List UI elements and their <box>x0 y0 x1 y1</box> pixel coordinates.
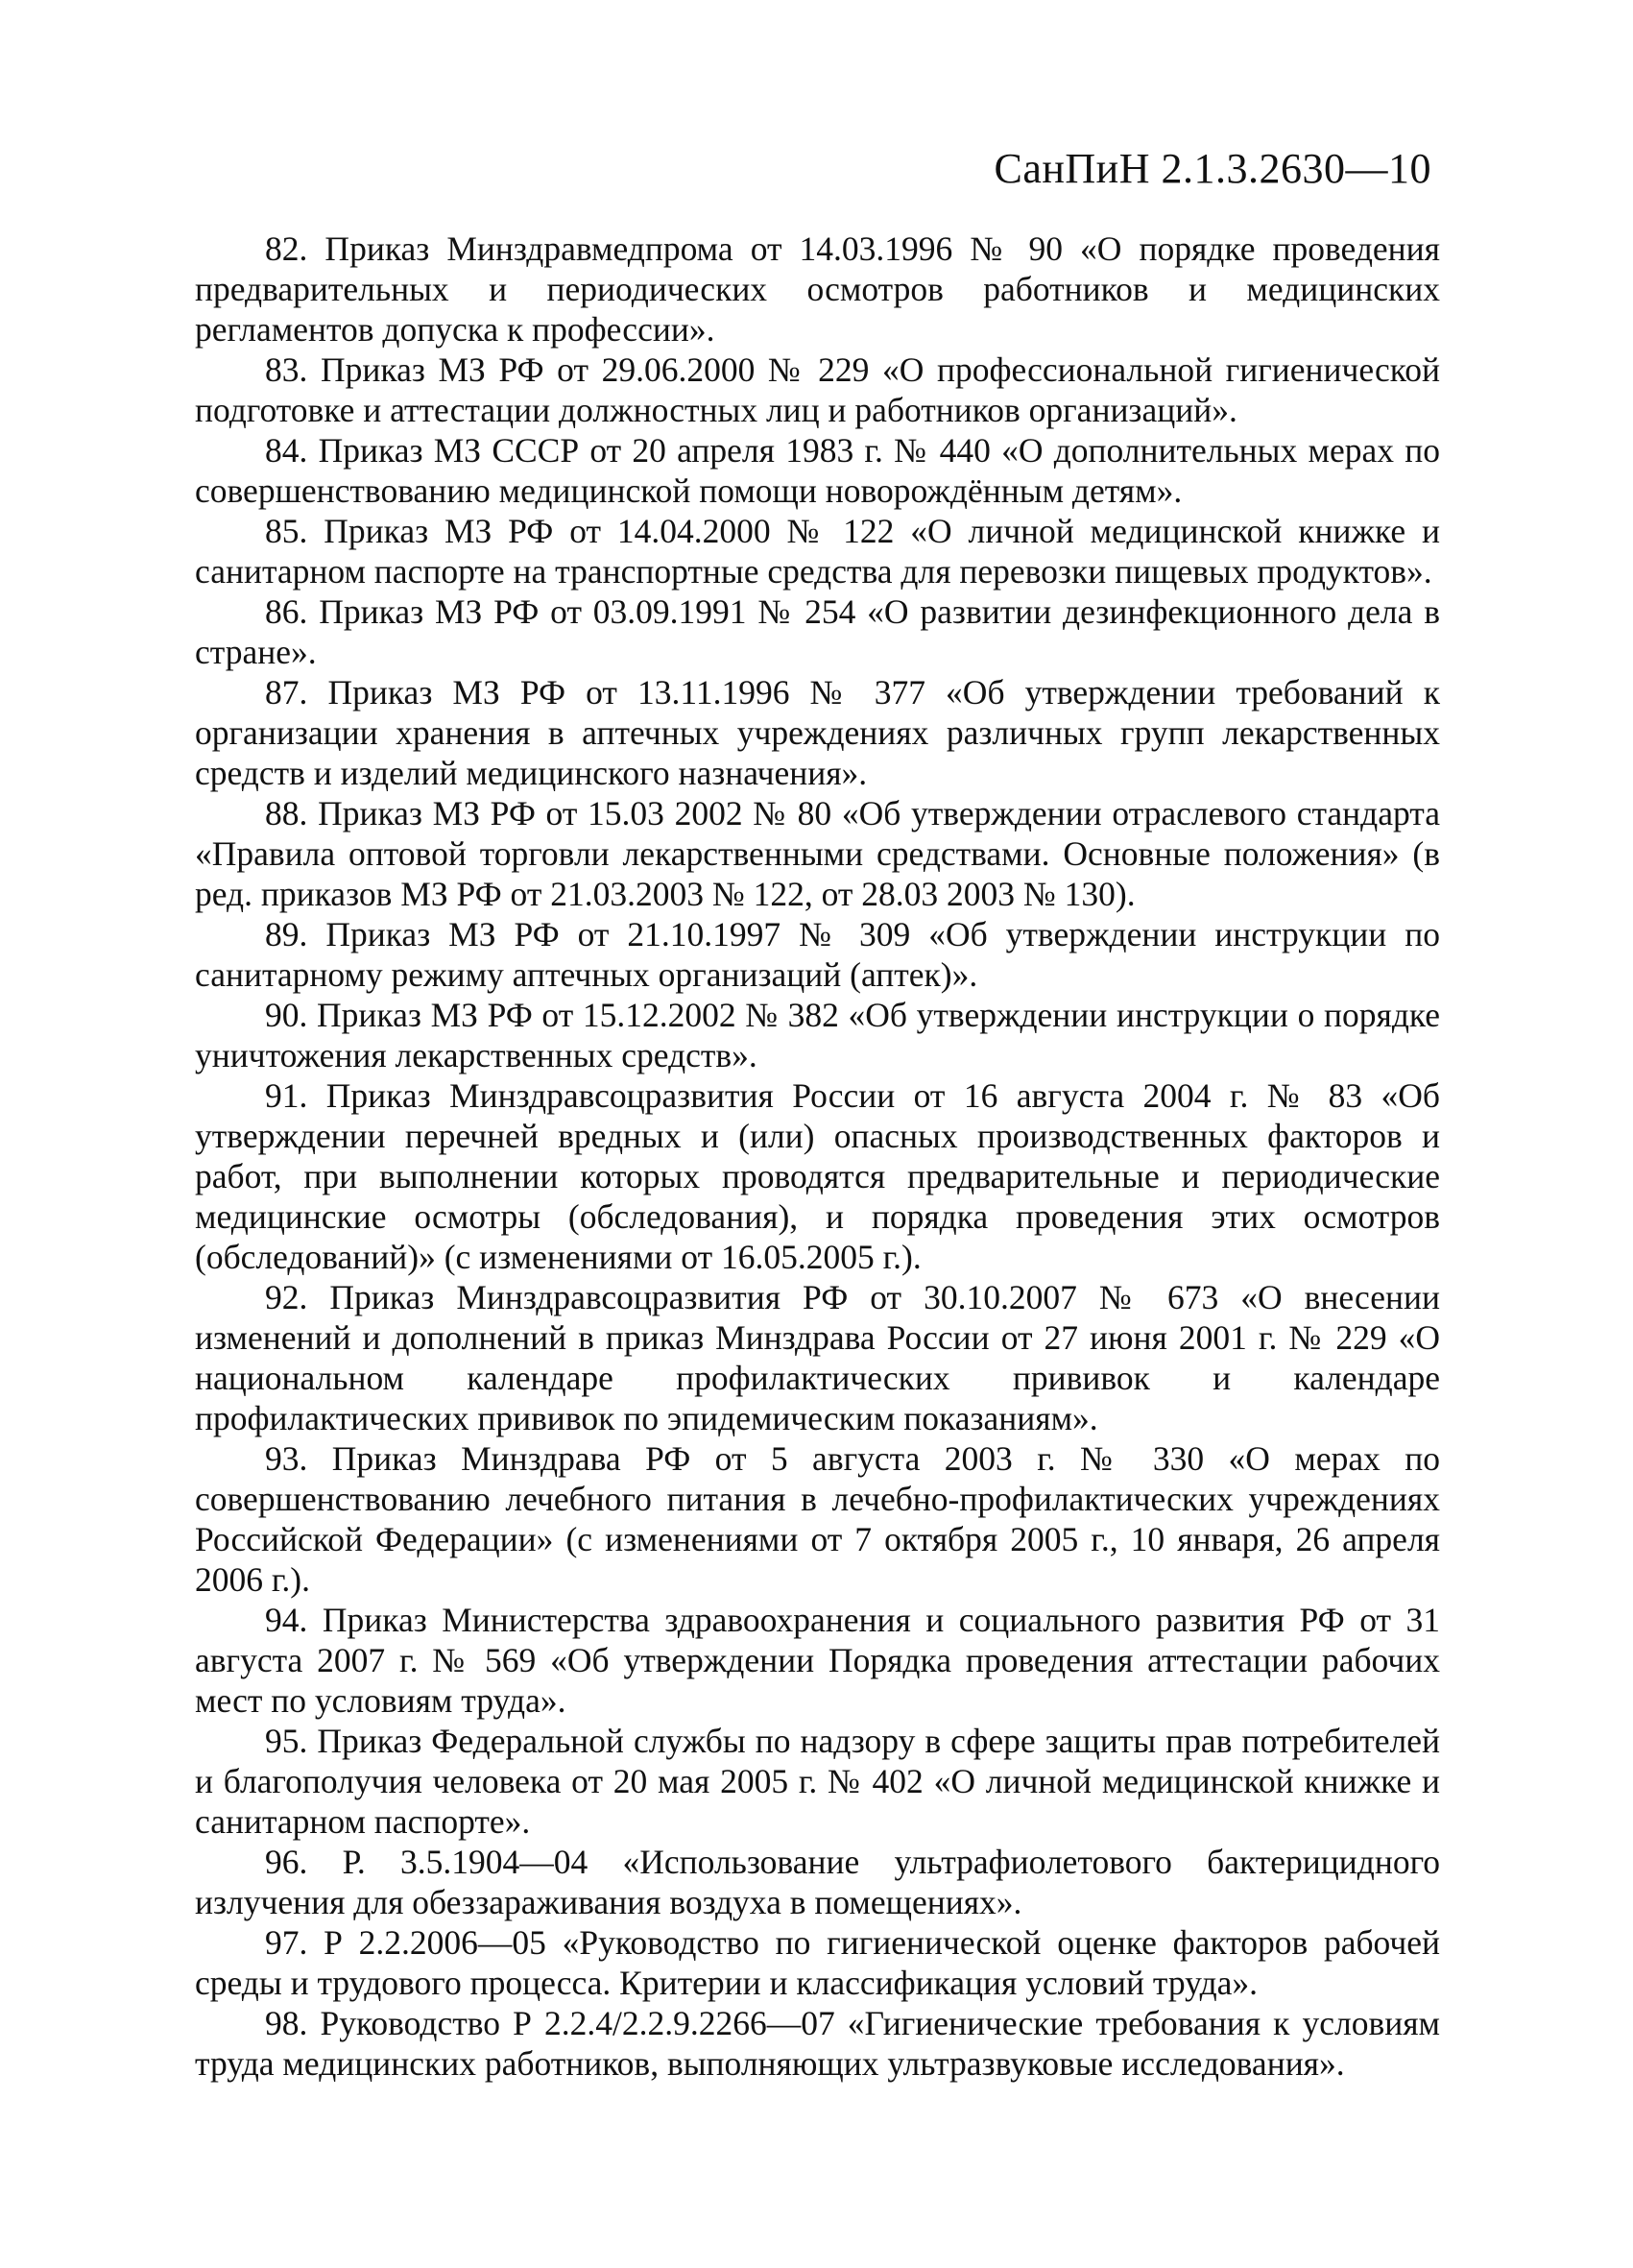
reference-item: 92. Приказ Минздравсоцразвития РФ от 30.10.2007 № 673 «О внесении изменений и дополнений в приказ Минздрава России от 27 июня 2001 г. № 229 «О национальном календаре профилактических прививок и календаре профилактических прививок по эпидемическим показаниям». <box>195 1278 1440 1437</box>
reference-item: 95. Приказ Федеральной службы по надзору в сфере защиты прав потребителей и благополучия человека от 20 мая 2005 г. № 402 «О личной медицинской книжке и санитарном паспорте». <box>195 1722 1440 1841</box>
reference-item: 83. Приказ МЗ РФ от 29.06.2000 № 229 «О профессиональной гигиенической подготовке и аттестации должностных лиц и работников организаций». <box>195 350 1440 429</box>
reference-item: 89. Приказ МЗ РФ от 21.10.1997 № 309 «Об утверждении инструкции по санитарному режиму аптечных организаций (аптек)». <box>195 915 1440 994</box>
reference-item: 94. Приказ Министерства здравоохранения и социального развития РФ от 31 августа 2007 г. № 569 «Об утверждении Порядка проведения аттестации рабочих мест по условиям труда». <box>195 1601 1440 1720</box>
reference-item: 88. Приказ МЗ РФ от 15.03 2002 № 80 «Об утверждении отраслевого стандарта «Правила оптовой торговли лекарственными средствами. Основные положения» (в ред. приказов МЗ РФ от 21.03.2003 № 122, от 28.03 2003 № 130). <box>195 794 1440 913</box>
reference-item: 82. Приказ Минздравмедпрома от 14.03.1996 № 90 «О порядке проведения предварительных и периодических осмотров работников и медицинских регламентов допуска к профессии». <box>195 229 1440 349</box>
running-header: СанПиН 2.1.3.2630—10 <box>994 145 1431 192</box>
reference-item: 96. Р. 3.5.1904—04 «Использование ультрафиолетового бактерицидного излучения для обеззараживания воздуха в помещениях». <box>195 1843 1440 1921</box>
reference-item: 98. Руководство Р 2.2.4/2.2.9.2266—07 «Гигиенические требования к условиям труда медицинских работников, выполняющих ультразвуковые исследования». <box>195 2004 1440 2083</box>
reference-list <box>195 229 1440 2084</box>
reference-item: 84. Приказ МЗ СССР от 20 апреля 1983 г. № 440 «О дополнительных мерах по совершенствованию медицинской помощи новорождённым детям». <box>195 431 1440 510</box>
reference-item: 90. Приказ МЗ РФ от 15.12.2002 № 382 «Об утверждении инструкции о порядке уничтожения лекарственных средств». <box>195 996 1440 1074</box>
reference-item: 87. Приказ МЗ РФ от 13.11.1996 № 377 «Об утверждении требований к организации хранения в аптечных учреждениях различных групп лекарственных средств и изделий медицинского назначения». <box>195 673 1440 792</box>
reference-item: 86. Приказ МЗ РФ от 03.09.1991 № 254 «О развитии дезинфекционного дела в стране». <box>195 592 1440 671</box>
reference-item: 97. Р 2.2.2006—05 «Руководство по гигиенической оценке факторов рабочей среды и трудового процесса. Критерии и классификация условий труда». <box>195 1923 1440 2002</box>
reference-item: 93. Приказ Минздрава РФ от 5 августа 2003 г. № 330 «О мерах по совершенствованию лечебного питания в лечебно-профилактических учреждениях Российской Федерации» (с изменениями от 7 октября 2005 г., 10 января, 26 апреля 2006 г.). <box>195 1439 1440 1599</box>
reference-item: 91. Приказ Минздравсоцразвития России от 16 августа 2004 г. № 83 «Об утверждении перечней вредных и (или) опасных производственных факторов и работ, при выполнении которых проводятся предварительные и периодические медицинские осмотры (обследования), и порядка проведения этих осмотров (обследований)» (с изменениями от 16.05.2005 г.). <box>195 1076 1440 1276</box>
reference-item: 85. Приказ МЗ РФ от 14.04.2000 № 122 «О личной медицинской книжке и санитарном паспорте на транспортные средства для перевозки пищевых продуктов». <box>195 512 1440 591</box>
